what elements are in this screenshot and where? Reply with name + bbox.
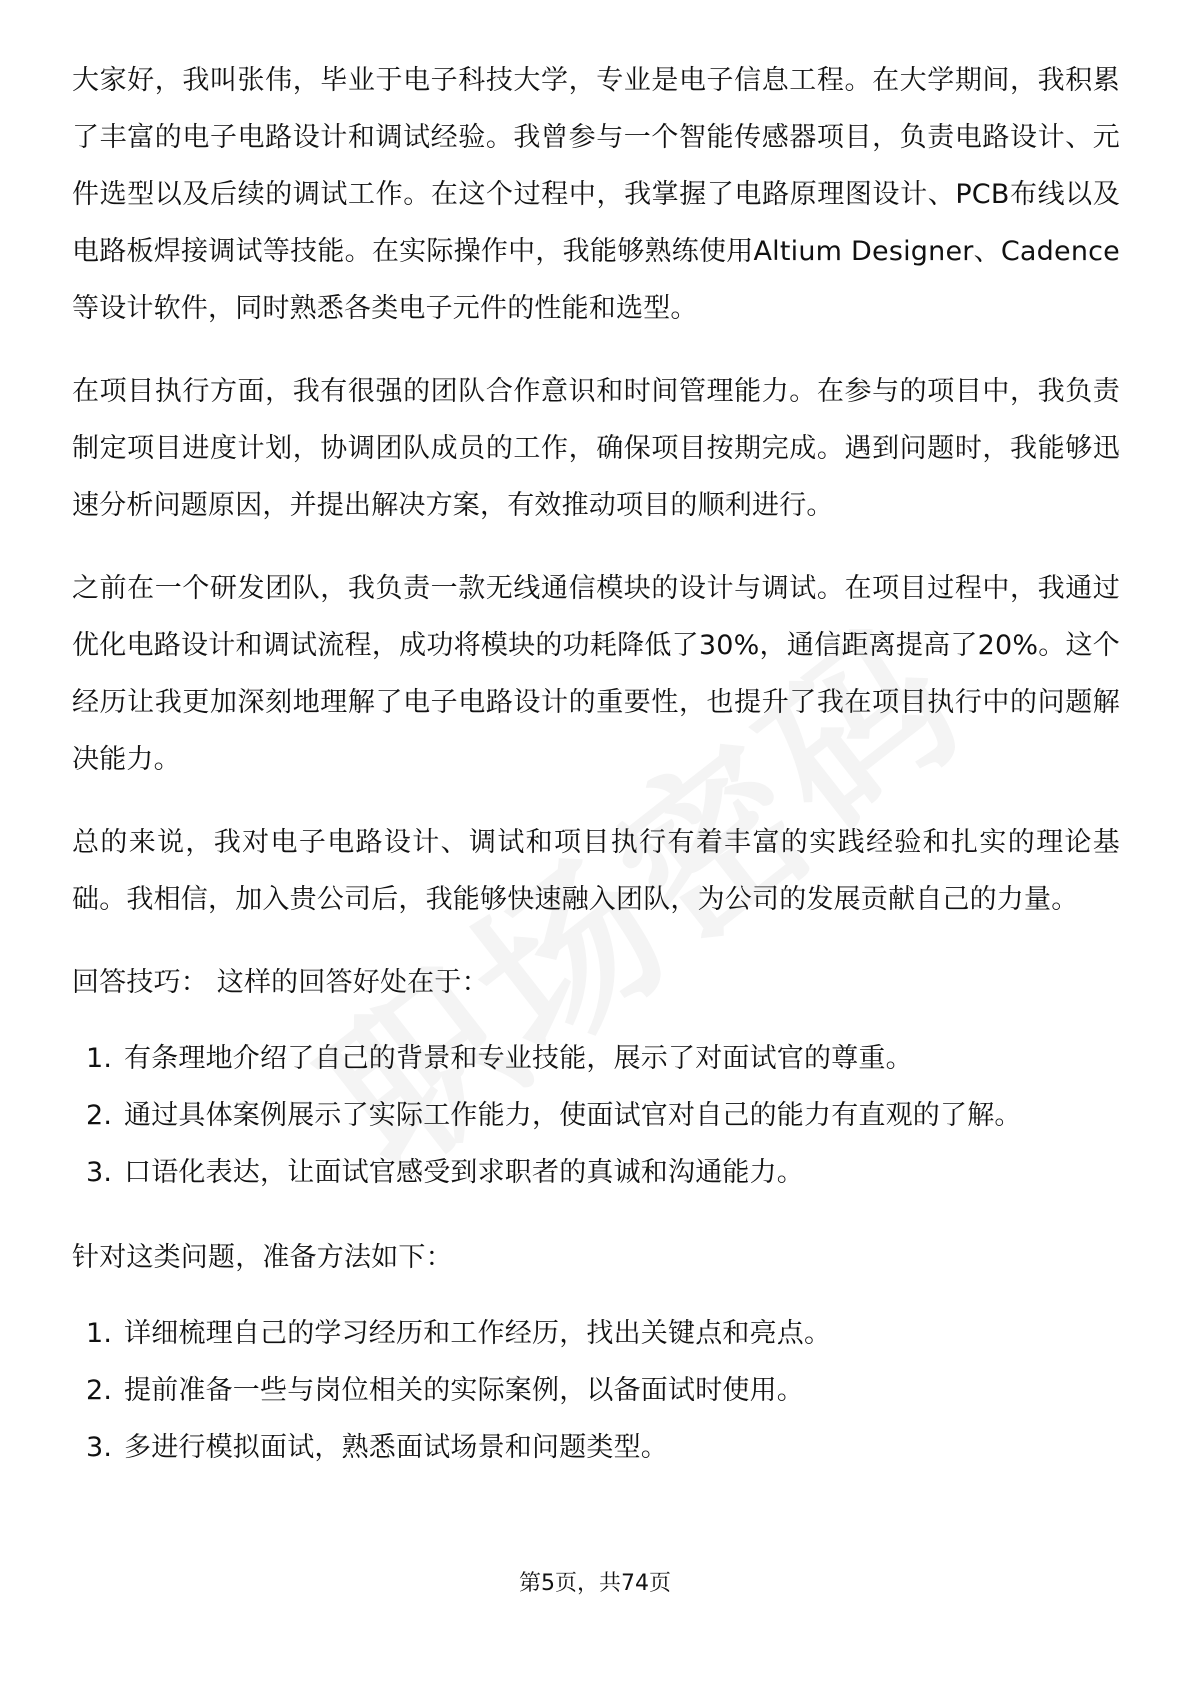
list-number: 2. bbox=[86, 1375, 113, 1406]
preparation-list bbox=[72, 1305, 1120, 1476]
intro-paragraph: 大家好，我叫张伟，毕业于电子科技大学，专业是电子信息工程。在大学期间，我积累了丰富的电子电路设计和调试经验。我曾参与一个智能传感器项目，负责电路设计、元件选型以及后续的调试工作。在这个过程中，我掌握了电路原理图设计、PCB布线以及电路板焊接调试等技能。在实际操作中，我能够熟练使用Altium Designer、Cadence等设计软件，同时熟悉各类电子元件的性能和选型。 bbox=[72, 65, 1120, 324]
list-number: 3. bbox=[86, 1157, 113, 1188]
list-number: 3. bbox=[86, 1432, 113, 1463]
list-item bbox=[72, 1362, 1120, 1419]
tips-heading: 回答技巧： 这样的回答好处在于： bbox=[72, 967, 489, 998]
list-item bbox=[72, 1030, 1120, 1087]
list-item bbox=[72, 1419, 1120, 1476]
tips-list bbox=[72, 1030, 1120, 1201]
list-number: 2. bbox=[86, 1100, 113, 1131]
list-text: 有条理地介绍了自己的背景和专业技能，展示了对面试官的尊重。 bbox=[124, 1043, 913, 1074]
list-text: 通过具体案例展示了实际工作能力，使面试官对自己的能力有直观的了解。 bbox=[124, 1100, 1022, 1131]
list-item bbox=[72, 1087, 1120, 1144]
summary-paragraph: 总的来说，我对电子电路设计、调试和项目执行有着丰富的实践经验和扎实的理论基础。我相信，加入贵公司后，我能够快速融入团队，为公司的发展贡献自己的力量。 bbox=[72, 827, 1120, 915]
list-item bbox=[72, 1144, 1120, 1201]
list-text: 口语化表达，让面试官感受到求职者的真诚和沟通能力。 bbox=[124, 1157, 804, 1188]
list-item bbox=[72, 1305, 1120, 1362]
page-footer: 第5页，共74页 bbox=[519, 1571, 671, 1596]
preparation-heading: 针对这类问题，准备方法如下： bbox=[72, 1242, 453, 1273]
list-text: 提前准备一些与岗位相关的实际案例，以备面试时使用。 bbox=[124, 1375, 804, 1406]
list-number: 1. bbox=[86, 1043, 113, 1074]
teamwork-paragraph: 在项目执行方面，我有很强的团队合作意识和时间管理能力。在参与的项目中，我负责制定项目进度计划，协调团队成员的工作，确保项目按期完成。遇到问题时，我能够迅速分析问题原因，并提出解决方案，有效推动项目的顺利进行。 bbox=[72, 376, 1120, 521]
experience-paragraph: 之前在一个研发团队，我负责一款无线通信模块的设计与调试。在项目过程中，我通过优化电路设计和调试流程，成功将模块的功耗降低了30%，通信距离提高了20%。这个经历让我更加深刻地理解了电子电路设计的重要性，也提升了我在项目执行中的问题解决能力。 bbox=[72, 573, 1120, 775]
list-text: 多进行模拟面试，熟悉面试场景和问题类型。 bbox=[124, 1432, 668, 1463]
list-number: 1. bbox=[86, 1318, 113, 1349]
document-body bbox=[72, 52, 1120, 1504]
list-text: 详细梳理自己的学习经历和工作经历，找出关键点和亮点。 bbox=[124, 1318, 832, 1349]
